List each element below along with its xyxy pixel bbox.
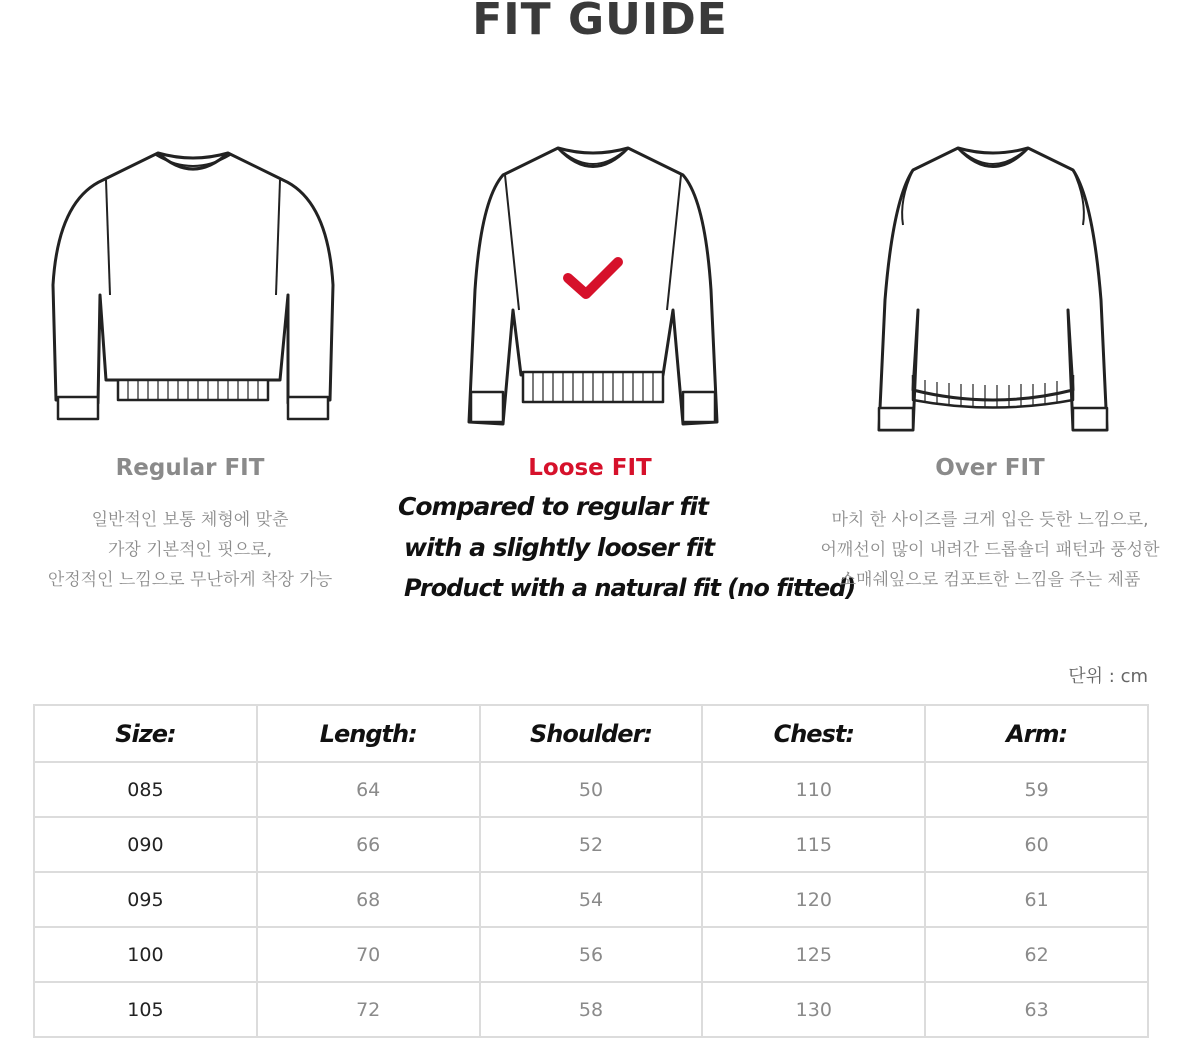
size-cell: 095 bbox=[34, 872, 257, 927]
chest-cell: 120 bbox=[702, 872, 925, 927]
table-row bbox=[34, 927, 1148, 982]
column-header-size: Size: bbox=[34, 705, 257, 762]
table-header-row bbox=[34, 705, 1148, 762]
length-cell: 64 bbox=[257, 762, 480, 817]
arm-cell: 61 bbox=[925, 872, 1148, 927]
description-line: 가장 기본적인 핏으로, bbox=[107, 540, 272, 560]
shoulder-cell: 50 bbox=[480, 762, 703, 817]
description-line: 안정적인 느낌으로 무난하게 착장 가능 bbox=[47, 570, 333, 590]
checkmark-icon bbox=[562, 254, 624, 300]
page-title: FIT GUIDE bbox=[472, 0, 728, 45]
table-row bbox=[34, 762, 1148, 817]
description-line: 마치 한 사이즈를 크게 입은 듯한 느낌으로, bbox=[831, 510, 1149, 530]
size-cell: 100 bbox=[34, 927, 257, 982]
loose-fit-label: Loose FIT bbox=[528, 455, 652, 481]
column-header-arm: Arm: bbox=[925, 705, 1148, 762]
length-cell: 72 bbox=[257, 982, 480, 1037]
length-cell: 70 bbox=[257, 927, 480, 982]
length-cell: 68 bbox=[257, 872, 480, 927]
over-fit-description bbox=[800, 505, 1180, 595]
length-cell: 66 bbox=[257, 817, 480, 872]
chest-cell: 110 bbox=[702, 762, 925, 817]
arm-cell: 59 bbox=[925, 762, 1148, 817]
regular-fit-label: Regular FIT bbox=[115, 455, 265, 481]
size-cell: 090 bbox=[34, 817, 257, 872]
column-header-chest: Chest: bbox=[702, 705, 925, 762]
description-line: with a slightly looser fit bbox=[404, 533, 715, 562]
description-line: 어깨선이 많이 내려간 드롭숄더 패턴과 풍성한 bbox=[820, 540, 1160, 560]
shoulder-cell: 54 bbox=[480, 872, 703, 927]
description-line: Product with a natural fit (no fitted) bbox=[404, 574, 856, 602]
table-row bbox=[34, 872, 1148, 927]
arm-cell: 63 bbox=[925, 982, 1148, 1037]
table-row bbox=[34, 982, 1148, 1037]
arm-cell: 62 bbox=[925, 927, 1148, 982]
chest-cell: 130 bbox=[702, 982, 925, 1037]
column-header-length: Length: bbox=[257, 705, 480, 762]
shoulder-cell: 52 bbox=[480, 817, 703, 872]
regular-fit-description bbox=[0, 505, 380, 595]
arm-cell: 60 bbox=[925, 817, 1148, 872]
shoulder-cell: 58 bbox=[480, 982, 703, 1037]
chest-cell: 115 bbox=[702, 817, 925, 872]
table-row bbox=[34, 817, 1148, 872]
unit-label: 단위 : cm bbox=[1068, 666, 1148, 687]
over-fit-label: Over FIT bbox=[935, 455, 1045, 481]
chest-cell: 125 bbox=[702, 927, 925, 982]
description-line: 소매쉐잎으로 컴포트한 느낌을 주는 제품 bbox=[839, 570, 1141, 590]
description-line: Compared to regular fit bbox=[398, 492, 708, 521]
loose-fit-description bbox=[398, 486, 855, 609]
size-table bbox=[33, 704, 1149, 1038]
size-cell: 105 bbox=[34, 982, 257, 1037]
size-cell: 085 bbox=[34, 762, 257, 817]
column-header-shoulder: Shoulder: bbox=[480, 705, 703, 762]
over-fit-sweater-illustration bbox=[873, 140, 1113, 435]
regular-fit-sweater-illustration bbox=[48, 145, 338, 425]
description-line: 일반적인 보통 체형에 맞춘 bbox=[91, 510, 289, 530]
shoulder-cell: 56 bbox=[480, 927, 703, 982]
